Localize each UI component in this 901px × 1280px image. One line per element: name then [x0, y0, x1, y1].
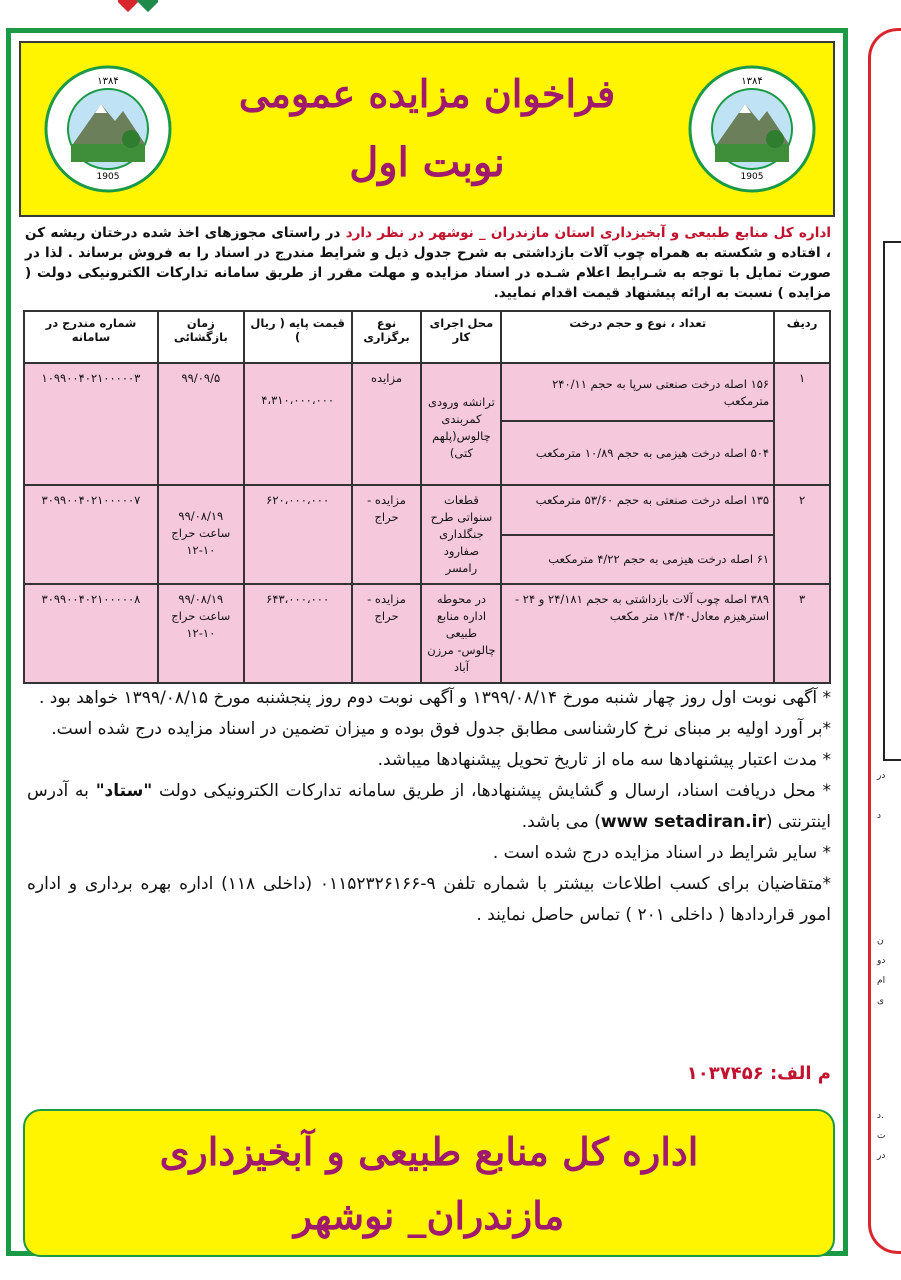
row-description: ۱۵۶ اصله درخت صنعتی سرپا به حجم ۲۴۰/۱۱ مترمکعب	[501, 363, 774, 421]
corner-brand-mark	[118, 0, 158, 14]
row-type: مزایده - حراج	[352, 485, 422, 584]
logo-year-top: ۱۳۸۴	[741, 76, 763, 87]
logo-year-bottom: 1905	[96, 172, 120, 182]
row-type: مزایده	[352, 363, 422, 485]
row-base-price: ۴،۳۱۰،۰۰۰،۰۰۰	[244, 363, 352, 485]
table-row	[24, 584, 830, 683]
row-description: ۱۳۵ اصله درخت صنعتی به حجم ۵۳/۶۰ مترمکعب	[501, 485, 774, 535]
header-row-no: ردیف	[774, 311, 830, 363]
notes-list	[27, 683, 831, 931]
row-no: ۲	[774, 485, 830, 584]
footer-organization: اداره کل منابع طبیعی و آبخیزداری	[159, 1129, 699, 1174]
note-item: * سایر شرایط در اسناد مزایده درج شده است .	[492, 843, 831, 863]
row-no: ۱	[774, 363, 830, 485]
intro-highlight: اداره کل منابع طبیعی و آبخیزداری استان مازندران _ نوشهر در نظر دارد	[345, 225, 832, 241]
intro-paragraph	[25, 223, 831, 303]
setad-url: www setadiran.ir	[600, 812, 766, 832]
row-system-no: ۳۰۹۹۰۰۴۰۲۱۰۰۰۰۰۷	[24, 485, 158, 584]
footer-location: مازندران_ نوشهر	[293, 1193, 565, 1238]
row-type: مزایده - حراج	[352, 584, 422, 683]
row-base-price: ۶۲۰،۰۰۰،۰۰۰	[244, 485, 352, 584]
row-description: ۶۱ اصله درخت هیزمی به حجم ۴/۲۲ مترمکعب	[501, 535, 774, 585]
setad-label: "ستاد"	[95, 781, 153, 801]
logo-year-top: ۱۳۸۴	[97, 76, 119, 87]
header-opening-time: زمان بازگشائی	[158, 311, 244, 363]
row-location: در محوطه اداره منابع طبیعی چالوس- مرزن آباد	[421, 584, 501, 683]
row-opening-time: ۹۹/۰۹/۵	[158, 363, 244, 485]
ad-body	[11, 33, 843, 1251]
row-location: قطعات سنواتی طرح جنگلداری صفارود رامسر	[421, 485, 501, 584]
note-item: * آگهی نوبت اول روز چهار شنبه مورخ ۱۳۹۹/۰۸/۱۴ و آگهی نوبت دوم روز پنجشنبه مورخ ۱۳۹۹/۰۸/۱۵ خواهد بود .	[38, 688, 831, 708]
note-item: *متقاضیان برای کسب اطلاعات بیشتر با شماره تلفن ۹-۰۱۱۵۲۳۲۶۱۶۶ (داخلی ۱۱۸) اداره بهره برداری و اداره امور قراردادها ( داخلی ۲۰۱ ) تماس حاصل نمایند .	[27, 874, 831, 925]
row-base-price: ۶۴۳،۰۰۰،۰۰۰	[244, 584, 352, 683]
header-base-price: قیمت پایه ( ریال )	[244, 311, 352, 363]
auction-table	[23, 310, 831, 684]
table-row	[24, 485, 830, 535]
row-system-no: ۳۰۹۹۰۰۴۰۲۱۰۰۰۰۰۸	[24, 584, 158, 683]
ad-frame	[6, 28, 848, 1256]
header-location: محل اجرای کار	[421, 311, 501, 363]
table-row	[24, 363, 830, 421]
reference-number: م الف: ۱۰۳۷۴۵۶	[686, 1063, 831, 1084]
ad-title: فراخوان مزایده عمومی	[238, 71, 616, 116]
note-item: *بر آورد اولیه بر مبنای نرخ کارشناسی مطابق جدول فوق بوده و میزان تضمین در اسناد مزایده درج شده است.	[51, 719, 831, 739]
row-location: ترانشه ورودی کمربندی چالوس(پلهم کتی)	[421, 363, 501, 485]
note-text: ) می باشد.	[521, 812, 601, 832]
note-item	[27, 776, 831, 838]
adjacent-page-edge: در د ن دو ام ی د. ت در	[868, 28, 901, 1254]
note-item: * مدت اعتبار پیشنهادها سه ماه از تاریخ تحویل پیشنهادها میباشد.	[377, 750, 831, 770]
intro-text: در راستای مجوزهای اخذ شده درختان ریشه کن ، افتاده و شکسته به همراه چوب آلات بازداشتی به شرح جدول ذیل و شرایط مندرج در اسناد را به فروش برساند . لذا در صورت تمایل با توجه به شـرایط اعلام شـده در اسناد مزایده و مهلت مقرر از طریق سامانه تدارکات الکترونیکی دولت ( مزایده ) نسبت به ارائه پیشنهاد قیمت اقدام نمایید.	[25, 225, 831, 301]
logo-year-bottom: 1905	[740, 172, 764, 182]
ad-subtitle: نوبت اول	[349, 139, 505, 186]
row-description: ۳۸۹ اصله چوب آلات بازداشتی به حجم ۲۴/۱۸۱ و ۲۴ - استرهیزم معادل۱۴/۴۰ متر مکعب	[501, 584, 774, 683]
header-type: نوع برگزاری	[352, 311, 422, 363]
row-opening-time: ۹۹/۰۸/۱۹ ساعت حراج ۱۰-۱۲	[158, 485, 244, 584]
row-description: ۵۰۴ اصله درخت هیزمی به حجم ۱۰/۸۹ مترمکعب	[501, 421, 774, 485]
ad-footer	[23, 1109, 835, 1257]
table-header-row	[24, 311, 830, 363]
note-text: به آدرس اینترنتی (	[27, 781, 831, 832]
row-opening-time: ۹۹/۰۸/۱۹ ساعت حراج ۱۰-۱۲	[158, 584, 244, 683]
ad-header	[19, 41, 835, 217]
header-description: تعداد ، نوع و حجم درخت	[501, 311, 774, 363]
row-no: ۳	[774, 584, 830, 683]
row-system-no: ۱۰۹۹۰۰۴۰۲۱۰۰۰۰۰۳	[24, 363, 158, 485]
header-system-no: شماره مندرج در سامانه	[24, 311, 158, 363]
note-text: * محل دریافت اسناد، ارسال و گشایش پیشنهادها، از طریق سامانه تدارکات الکترونیکی دولت	[152, 781, 831, 801]
